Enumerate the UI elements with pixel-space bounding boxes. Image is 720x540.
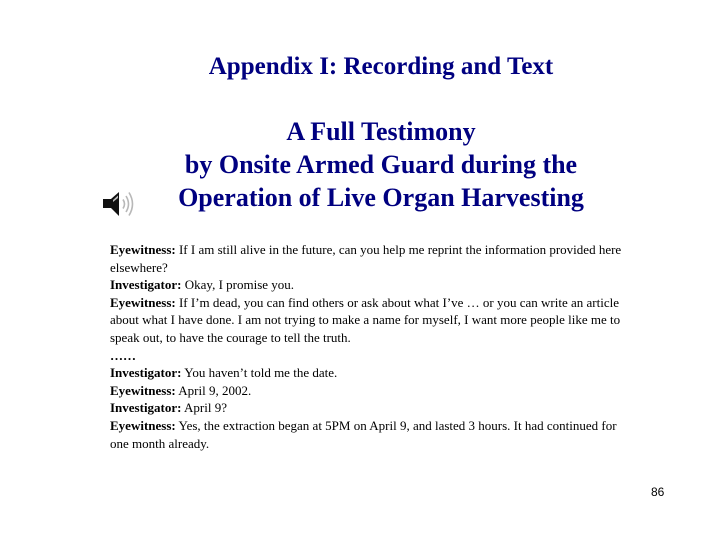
speaker-label: Eyewitness: bbox=[110, 417, 176, 433]
transcript-line bbox=[110, 399, 630, 417]
utterance-text: If I am still alive in the future, can you help me reprint the information provided here elsewhere? bbox=[110, 242, 622, 275]
utterance-text: If I’m dead, you can find others or ask about what I’ve … or you can write an article about what I have done. I am not trying to make a name for myself, I want more people like me to speak out, to have the courage to tell the truth. bbox=[110, 294, 621, 345]
transcript bbox=[110, 241, 630, 452]
title-line-1: A Full Testimony bbox=[286, 117, 476, 146]
speaker-label: Eyewitness: bbox=[110, 382, 176, 398]
utterance-text: Yes, the extraction began at 5PM on April 9, and lasted 3 hours. It had continued for one month already. bbox=[110, 417, 617, 451]
transcript-line bbox=[110, 417, 630, 452]
transcript-line bbox=[110, 241, 630, 276]
transcript-line bbox=[110, 364, 630, 382]
transcript-ellipsis bbox=[110, 347, 630, 365]
transcript-line bbox=[110, 382, 630, 400]
transcript-line bbox=[110, 294, 630, 347]
speaker-label: Eyewitness: bbox=[110, 294, 176, 310]
speaker-icon-graphic bbox=[100, 186, 140, 222]
speaker-icon[interactable] bbox=[100, 186, 140, 222]
speaker-label: Investigator: bbox=[110, 277, 182, 293]
title-line-3: Operation of Live Organ Harvesting bbox=[178, 183, 584, 212]
utterance-text: April 9? bbox=[181, 400, 227, 416]
speaker-label: Investigator: bbox=[110, 400, 182, 416]
transcript-line bbox=[110, 276, 630, 294]
utterance-text: Okay, I promise you. bbox=[181, 277, 295, 293]
utterance-text: April 9, 2002. bbox=[175, 382, 252, 398]
title-line-2: by Onsite Armed Guard during the bbox=[184, 150, 578, 179]
appendix-title: Appendix I: Recording and Text bbox=[208, 53, 554, 80]
page-number: 86 bbox=[651, 485, 665, 499]
speaker-label: Investigator: bbox=[110, 365, 182, 381]
speaker-label: Eyewitness: bbox=[110, 242, 176, 257]
ellipsis-text: …… bbox=[110, 347, 136, 363]
utterance-text: You haven’t told me the date. bbox=[181, 365, 338, 381]
